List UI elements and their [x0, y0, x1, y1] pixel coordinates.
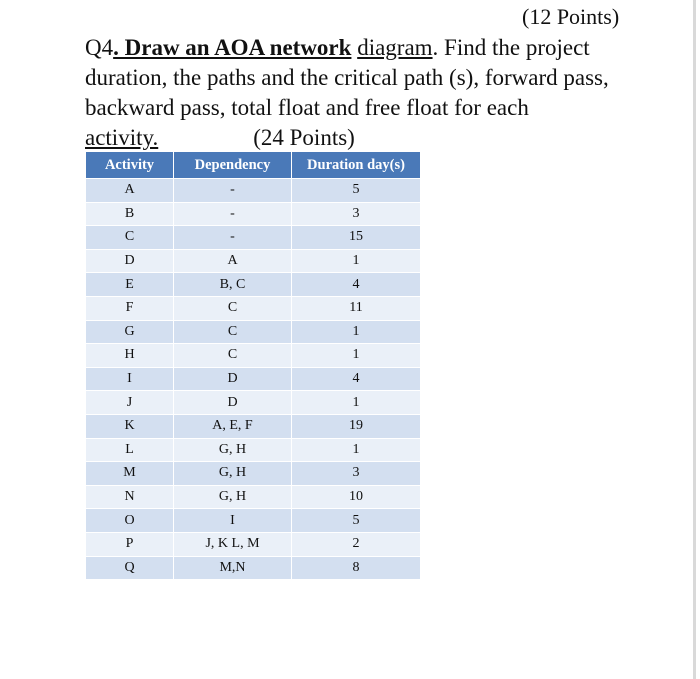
cell-duration: 3 — [292, 462, 421, 486]
cell-dependency: D — [174, 391, 292, 415]
cell-dependency: - — [174, 179, 292, 203]
cell-dependency: J, K L, M — [174, 532, 292, 556]
table-row — [86, 320, 421, 344]
cell-duration: 5 — [292, 179, 421, 203]
question-line-3: backward pass, total float and free float for each — [85, 95, 529, 120]
cell-dependency: G, H — [174, 462, 292, 486]
cell-duration: 10 — [292, 485, 421, 509]
cell-dependency: - — [174, 226, 292, 250]
question-underlined-word: diagram — [357, 35, 433, 60]
table-row — [86, 226, 421, 250]
page-edge-divider — [693, 0, 696, 679]
cell-activity: H — [86, 344, 174, 368]
cell-dependency: I — [174, 509, 292, 533]
column-header-dependency: Dependency — [174, 152, 292, 179]
table-row — [86, 249, 421, 273]
cell-duration: 1 — [292, 320, 421, 344]
table-row — [86, 462, 421, 486]
table-row — [86, 438, 421, 462]
cell-activity: Q — [86, 556, 174, 580]
cell-activity: K — [86, 414, 174, 438]
cell-duration: 1 — [292, 249, 421, 273]
cell-duration: 2 — [292, 532, 421, 556]
cell-activity: G — [86, 320, 174, 344]
cell-duration: 8 — [292, 556, 421, 580]
table-row — [86, 344, 421, 368]
table-row — [86, 202, 421, 226]
table-row — [86, 556, 421, 580]
column-header-activity: Activity — [86, 152, 174, 179]
table-row — [86, 485, 421, 509]
table-row — [86, 273, 421, 297]
table-row — [86, 367, 421, 391]
cell-dependency: G, H — [174, 485, 292, 509]
cell-duration: 4 — [292, 273, 421, 297]
cell-activity: O — [86, 509, 174, 533]
column-header-duration: Duration day(s) — [292, 152, 421, 179]
question-number: Q4 — [85, 35, 114, 60]
question-line-4 — [85, 123, 685, 153]
table-row — [86, 532, 421, 556]
activity-dependency-table — [85, 151, 421, 580]
cell-dependency: C — [174, 320, 292, 344]
cell-activity: M — [86, 462, 174, 486]
question-title: . Draw an AOA network — [113, 35, 352, 60]
cell-duration: 15 — [292, 226, 421, 250]
question-line-2: duration, the paths and the critical path (s), forward pass, — [85, 65, 609, 90]
table-row — [86, 391, 421, 415]
cell-duration: 3 — [292, 202, 421, 226]
question-text — [85, 33, 685, 153]
cell-activity: B — [86, 202, 174, 226]
points-label-top: (12 Points) — [522, 4, 620, 29]
points-label-inline: (24 Points) — [253, 125, 355, 150]
table-row — [86, 414, 421, 438]
question-activity-word: activity. — [85, 125, 159, 150]
cell-activity: D — [86, 249, 174, 273]
cell-activity: C — [86, 226, 174, 250]
table-header-row — [86, 152, 421, 179]
cell-activity: A — [86, 179, 174, 203]
question-line-1 — [85, 33, 685, 63]
cell-activity: E — [86, 273, 174, 297]
cell-dependency: B, C — [174, 273, 292, 297]
cell-dependency: - — [174, 202, 292, 226]
cell-activity: L — [86, 438, 174, 462]
cell-dependency: G, H — [174, 438, 292, 462]
cell-duration: 1 — [292, 438, 421, 462]
cell-duration: 1 — [292, 344, 421, 368]
cell-dependency: C — [174, 296, 292, 320]
table-row — [86, 296, 421, 320]
table-body — [86, 179, 421, 580]
table-row — [86, 509, 421, 533]
cell-dependency: M,N — [174, 556, 292, 580]
cell-duration: 19 — [292, 414, 421, 438]
cell-activity: N — [86, 485, 174, 509]
cell-duration: 1 — [292, 391, 421, 415]
cell-activity: P — [86, 532, 174, 556]
cell-dependency: A — [174, 249, 292, 273]
cell-dependency: A, E, F — [174, 414, 292, 438]
cell-dependency: C — [174, 344, 292, 368]
cell-activity: F — [86, 296, 174, 320]
cell-duration: 4 — [292, 367, 421, 391]
cell-duration: 11 — [292, 296, 421, 320]
table-row — [86, 179, 421, 203]
cell-activity: J — [86, 391, 174, 415]
cell-duration: 5 — [292, 509, 421, 533]
cell-activity: I — [86, 367, 174, 391]
cell-dependency: D — [174, 367, 292, 391]
question-line-1-rest: . Find the project — [432, 35, 590, 60]
